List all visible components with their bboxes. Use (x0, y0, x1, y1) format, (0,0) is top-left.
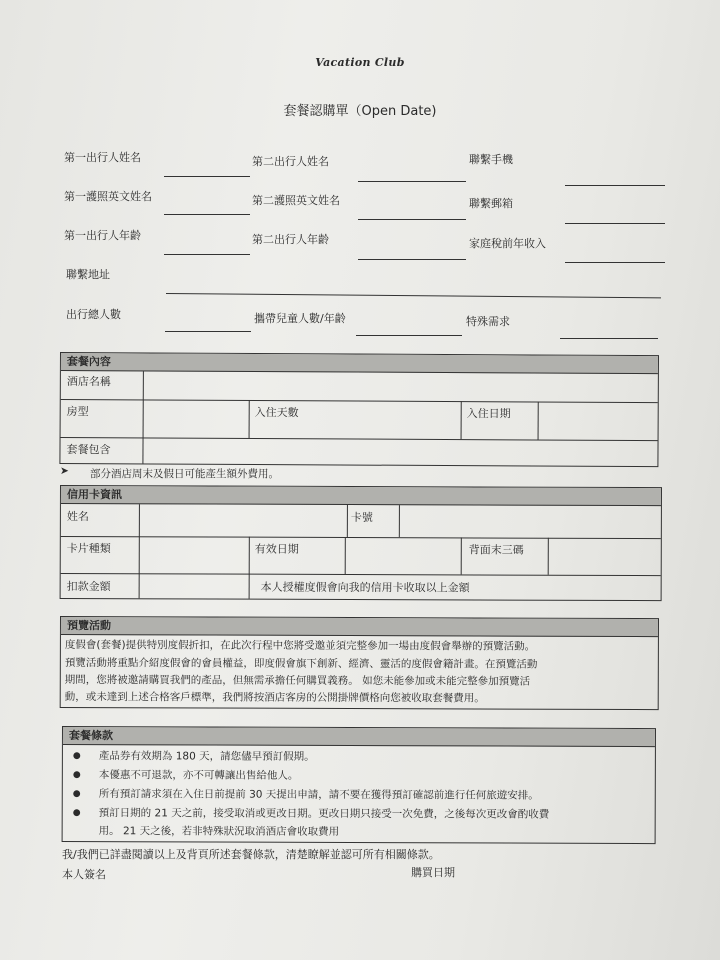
hotel-name-label: 酒店名稱 (66, 375, 111, 389)
signature-label: 本人簽名 (62, 868, 106, 881)
second-traveller-age-label: 第二出行人年齡 (252, 233, 329, 246)
second-traveller-name-field[interactable] (358, 181, 466, 182)
cardholder-name-field[interactable] (141, 505, 345, 536)
card-number-label: 卡號 (350, 511, 373, 525)
package-terms-box (62, 726, 656, 844)
card-number-field[interactable] (401, 506, 661, 537)
nights-field[interactable] (363, 402, 459, 439)
second-traveller-name-label: 第二出行人姓名 (252, 155, 329, 168)
package-includes-field[interactable] (144, 438, 657, 465)
term-item: 預訂日期的 21 天之前，接受取消或更改日期。更改日期只接受一次免費，之後每次更改會酌收費 (98, 807, 550, 821)
contact-mobile-field[interactable] (565, 185, 665, 186)
term-item-continuation: 用。 21 天之後，若非特殊狀況取消酒店會收取費用 (98, 825, 340, 838)
check-in-date-label: 入住日期 (466, 407, 511, 421)
purchase-date-label: 購買日期 (411, 866, 455, 879)
terms-heading: 套餐條款 (63, 727, 655, 747)
first-traveller-name-field[interactable] (164, 176, 250, 177)
preview-text-line: 動，或未達到上述合格客戶標準，我們將按酒店客房的公開掛牌價格向您被收取套餐費用。 (64, 691, 485, 705)
charge-amount-field[interactable] (141, 574, 247, 597)
first-passport-name-field[interactable] (164, 214, 250, 215)
authorization-statement: 本人授權度假會向我的信用卡收取以上金額 (260, 580, 470, 595)
credit-card-table (60, 485, 662, 601)
term-item: 產品券有效期為 180 天，請您儘早預訂假期。 (98, 750, 315, 763)
signature-field[interactable] (120, 862, 360, 882)
room-type-label: 房型 (66, 405, 89, 419)
first-traveller-age-label: 第一出行人年齡 (64, 229, 141, 242)
bullet-icon: ● (72, 770, 81, 781)
second-passport-name-field[interactable] (358, 219, 466, 220)
card-type-label: 卡片種類 (66, 542, 111, 556)
weekend-surcharge-note: 部分酒店周末及假日可能產生額外費用。 (90, 468, 279, 480)
preview-text-line: 度假會(套餐)提供特別度假折扣，在此次行程中您將受邀並須完整參加一場由度假會舉辦的預覽活動。 (64, 639, 536, 653)
cvv-label: 背面末三碼 (468, 543, 524, 557)
term-item: 所有預訂請求須在入住日前提前 30 天提出申請，請不要在獲得預訂確認前進行任何旅遊安排。 (98, 788, 539, 802)
brand-logo: Vacation Club (315, 56, 405, 69)
package-heading: 套餐內容 (61, 353, 658, 374)
special-requests-label: 特殊需求 (466, 315, 510, 328)
cardholder-name-label: 姓名 (66, 510, 89, 524)
term-item: 本優惠不可退款，亦不可轉讓出售給他人。 (98, 769, 299, 782)
preview-activity-box (60, 616, 659, 710)
first-traveller-name-label: 第一出行人姓名 (64, 151, 141, 164)
first-passport-name-label: 第一護照英文姓名 (64, 190, 152, 203)
preview-text-line: 預覽活動將重點介紹度假會的會員權益，即度假會旗下創新、經濟、靈活的度假會籍計畫。在預覽活動 (64, 657, 538, 671)
expiry-date-field[interactable] (347, 538, 459, 573)
check-in-date-field[interactable] (540, 403, 658, 440)
household-income-label: 家庭稅前年收入 (469, 237, 546, 250)
hotel-name-field[interactable] (145, 372, 658, 401)
form-title: 套餐認購單（Open Date) (283, 104, 437, 119)
bullet-icon: ● (72, 751, 81, 762)
contact-address-label: 聯繫地址 (66, 268, 110, 281)
household-income-field[interactable] (565, 262, 665, 263)
children-label: 攜帶兒童人數/年齡 (254, 312, 346, 325)
card-type-field[interactable] (141, 537, 247, 572)
nights-label: 入住天數 (254, 406, 299, 420)
expiry-date-label: 有效日期 (254, 542, 299, 556)
charge-amount-label: 扣款金額 (66, 580, 111, 594)
children-field[interactable] (356, 335, 462, 336)
package-includes-label: 套餐包含 (66, 443, 111, 457)
preview-heading: 預覽活動 (61, 617, 658, 637)
contact-address-field[interactable] (166, 293, 661, 298)
note-arrow-icon: ➤ (60, 465, 69, 477)
bullet-icon: ● (72, 808, 81, 819)
declaration-text: 我/我們已詳盡閱讀以上及背頁所述套餐條款，清楚瞭解並認可所有相關條款。 (62, 848, 440, 861)
total-travellers-field[interactable] (165, 331, 251, 332)
second-passport-name-label: 第二護照英文姓名 (252, 194, 340, 207)
second-traveller-age-field[interactable] (358, 259, 466, 260)
room-type-field[interactable] (145, 400, 247, 437)
credit-card-heading: 信用卡資訊 (61, 486, 661, 506)
total-travellers-label: 出行總人數 (66, 308, 121, 321)
cvv-field[interactable] (550, 539, 661, 574)
first-traveller-age-field[interactable] (164, 254, 250, 255)
special-requests-field[interactable] (560, 338, 658, 339)
preview-text-line: 期間，您將被邀請購買我們的產品，但無需承擔任何購買義務。 如您未能參加或未能完整參加預覽活 (64, 674, 531, 688)
package-table (59, 352, 659, 467)
contact-email-label: 聯繫郵箱 (469, 197, 513, 210)
bullet-icon: ● (72, 789, 81, 800)
purchase-date-field[interactable] (470, 860, 650, 880)
contact-email-field[interactable] (565, 223, 665, 224)
contact-mobile-label: 聯繫手機 (469, 153, 513, 166)
